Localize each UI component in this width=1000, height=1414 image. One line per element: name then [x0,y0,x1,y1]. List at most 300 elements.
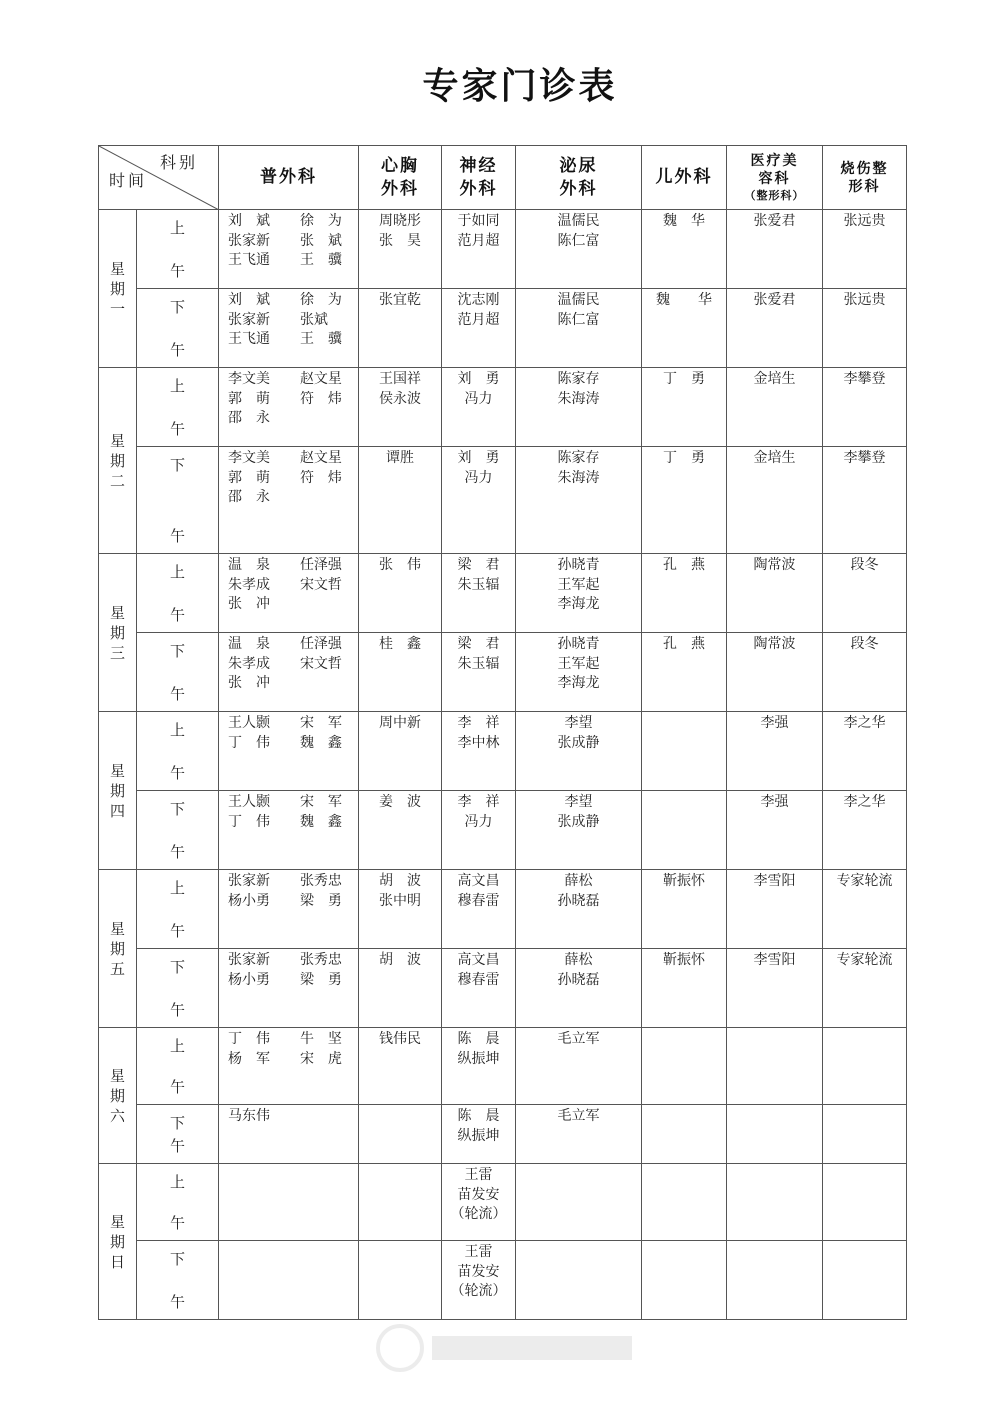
department-doctors [442,633,516,712]
period-cell [137,1028,219,1105]
department-doctors [642,870,727,949]
period-char: 午 [169,606,185,624]
doctor-pair [219,1030,358,1050]
department-doctors [727,1241,823,1320]
schedule-row [99,712,907,791]
doctor-name: 陈仁富 [557,232,600,249]
weekday-cell [99,368,137,554]
period-char: 午 [169,527,185,545]
weekday-char: 五 [109,959,125,978]
dept-name-line: 普外科 [260,167,317,187]
doctor-name: 高文昌 [457,952,500,968]
dept-name-line: 医疗美 [750,152,799,169]
period-label [137,870,218,948]
department-doctors [642,949,727,1028]
weekday-char: 期 [109,781,125,800]
department-doctors [359,712,442,791]
doctor-name: 李攀登 [843,450,886,466]
doctor-name: 高文昌 [457,873,500,889]
doctor-name: 李雪阳 [753,873,796,889]
doctor-name: 张成静 [557,734,600,751]
schedule-row [99,791,907,870]
schedule-row [99,368,907,447]
general-surgery-doctors [219,447,359,554]
period-label [137,712,218,790]
doctor-name: 张爱君 [753,292,796,308]
doctor-name: 刘 斌 [228,213,270,229]
doctor-pair [219,409,358,429]
general-surgery-doctors [219,791,359,870]
doctor-name: 温 泉 [228,557,270,573]
general-surgery-doctors [219,870,359,949]
period-cell [137,949,219,1028]
department-doctors [516,949,642,1028]
doctor-pair [219,311,358,331]
doctor-name: 孙晓青 [557,636,600,652]
doctor-name: 姜 波 [379,794,421,810]
doctor-pair [219,469,358,489]
period-char: 午 [169,764,185,782]
doctor-name: 朱玉辐 [457,655,500,672]
doctor-name: 陶常波 [753,557,796,573]
period-char: 上 [169,377,185,395]
weekday-char: 四 [109,801,125,820]
doctor-pair [219,674,358,694]
general-surgery-doctors [219,1241,359,1320]
doctor-name: 沈志刚 [457,292,500,308]
header-row [99,146,907,210]
department-doctors [442,1105,516,1164]
period-char: 午 [169,1078,185,1096]
schedule-row [99,1241,907,1320]
doctor-pair [219,635,358,655]
doctor-name: 丁 伟 [228,813,270,830]
department-doctors [823,289,907,368]
doctor-name: 孙晓磊 [557,971,600,988]
doctor-name: 王雷 [464,1244,493,1260]
doctor-name: 梁 勇 [299,892,342,909]
department-doctors [823,1028,907,1105]
watermark-logo [370,1318,650,1378]
doctor-name: 金培生 [753,450,796,466]
department-doctors [642,712,727,791]
doctor-pair [219,390,358,410]
period-cell [137,1241,219,1320]
doctor-name: 孔 燕 [663,636,705,652]
doctor-pair [219,251,358,271]
doctor-name: 朱孝成 [228,655,270,672]
department-doctors [727,712,823,791]
doctor-name: 李之华 [843,715,886,731]
weekday-char: 六 [109,1106,125,1125]
period-char: 午 [169,1137,185,1155]
doctor-name: 钱伟民 [379,1031,421,1047]
doctor-name: 胡 波 [379,952,421,968]
doctor-name: 赵文星 [299,371,342,387]
department-doctors [442,368,516,447]
department-doctors [359,791,442,870]
doctor-name: 朱孝成 [228,576,270,593]
doctor-name: 宋文哲 [299,576,342,593]
schedule-row [99,289,907,368]
doctor-name: 朱海涛 [557,469,600,486]
doctor-name: 丁 伟 [228,734,270,751]
doctor-name: 丁 勇 [663,450,705,466]
doctor-name: 张 伟 [379,557,421,573]
period-label [137,368,218,446]
department-doctors [642,210,727,289]
period-char: 下 [169,1114,185,1132]
doctor-pair [219,793,358,813]
doctor-name: 李攀登 [843,371,886,387]
period-cell [137,791,219,870]
doctor-pair [219,576,358,596]
general-surgery-doctors [219,368,359,447]
department-doctors [642,368,727,447]
doctor-pair [219,449,358,469]
period-char: 午 [169,420,185,438]
doctor-name: 温儒民 [557,213,600,229]
dept-name-line: 容科 [758,170,791,187]
department-doctors [727,949,823,1028]
doctor-name: 冯力 [464,813,493,830]
doctor-name: 宋 军 [299,794,342,810]
doctor-name: 朱玉辐 [457,576,500,593]
period-label [137,554,218,632]
doctor-name: 段冬 [850,636,879,652]
general-surgery-doctors [219,1028,359,1105]
doctor-name: 李强 [760,715,789,731]
department-doctors [727,210,823,289]
doctor-name: 孔 燕 [663,557,705,573]
department-doctors [442,949,516,1028]
doctor-name: 王 骥 [299,331,342,347]
doctor-name: 王军起 [557,576,600,593]
doctor-name: 温儒民 [557,292,600,308]
general-surgery-doctors [219,210,359,289]
doctor-name: 陈家存 [557,450,600,466]
weekday-cell [99,1028,137,1164]
department-doctors [823,1164,907,1241]
period-cell [137,712,219,791]
schedule-row [99,870,907,949]
general-surgery-doctors [219,1105,359,1164]
dept-name-line: 外科 [559,178,598,199]
department-doctors [642,1028,727,1105]
doctor-name [290,595,358,615]
period-char: 上 [169,721,185,739]
doctor-name: 于如同 [457,213,500,229]
department-doctors [823,447,907,554]
doctor-name: 张斌 [299,311,328,328]
department-doctors [359,949,442,1028]
period-cell [137,1105,219,1164]
department-doctors [516,368,642,447]
period-char: 午 [169,341,185,359]
period-char: 午 [169,1293,185,1311]
doctor-name: 牛 坚 [299,1031,342,1047]
corner-time-label: 时间 [109,171,148,190]
doctor-name: 周晓彤 [379,213,421,229]
doctor-name: 刘 斌 [228,292,270,308]
department-doctors [516,554,642,633]
doctor-name: 穆春雷 [457,892,500,909]
general-surgery-doctors [219,554,359,633]
doctor-pair [219,714,358,734]
doctor-name: 专家轮流 [836,873,893,889]
dept-header [823,146,907,210]
doctor-pair [219,872,358,892]
doctor-name: （轮流） [450,1283,507,1299]
doctor-name: 毛立军 [557,1108,600,1124]
doctor-name: 郭 萌 [228,390,270,407]
general-surgery-doctors [219,289,359,368]
doctor-name: 李中林 [457,734,500,751]
doctor-name: 张秀忠 [299,873,342,889]
period-label [137,949,218,1027]
general-surgery-doctors [219,949,359,1028]
doctor-pair [219,330,358,350]
department-doctors [516,447,642,554]
doctor-name: 薛松 [564,952,593,968]
weekday-cell [99,210,137,368]
weekday-char: 星 [109,919,125,938]
doctor-name [290,674,358,694]
department-doctors [642,554,727,633]
department-doctors [823,368,907,447]
department-doctors [823,1241,907,1320]
period-char: 上 [169,879,185,897]
department-doctors [442,210,516,289]
department-doctors [823,712,907,791]
doctor-pair [219,892,358,912]
doctor-name: 纵振坤 [457,1050,500,1067]
doctor-name: 张 冲 [228,675,270,691]
department-doctors [442,289,516,368]
weekday-char: 期 [109,939,125,958]
doctor-name: 靳振怀 [663,873,705,889]
doctor-name: 杨小勇 [228,892,270,909]
doctor-name: 冯力 [464,469,493,486]
doctor-pair [219,595,358,615]
doctor-name: 张成静 [557,813,600,830]
department-doctors [823,633,907,712]
department-doctors [359,1241,442,1320]
doctor-name: 杨 军 [228,1050,270,1067]
period-char: 午 [169,922,185,940]
period-char: 下 [169,456,185,474]
period-label [137,1105,218,1163]
dept-name-line: 心胸 [381,155,419,176]
doctor-name: 李之华 [843,794,886,810]
period-label [137,210,218,288]
department-doctors [516,1241,642,1320]
department-doctors [516,1105,642,1164]
doctor-name: 梁 君 [457,636,500,652]
department-doctors [727,554,823,633]
department-doctors [727,1164,823,1241]
doctor-name [290,488,358,508]
period-cell [137,368,219,447]
department-doctors [442,1241,516,1320]
dept-header [642,146,727,210]
doctor-name: 张家新 [228,873,270,889]
doctor-name: 陶常波 [753,636,796,652]
department-doctors [642,447,727,554]
doctor-name: 王 骥 [299,252,342,268]
weekday-char: 期 [109,279,125,298]
period-label [137,633,218,711]
department-doctors [516,210,642,289]
doctor-name: 丁 伟 [228,1031,270,1047]
dept-header [219,146,359,210]
doctor-name: 张家新 [228,232,270,249]
period-cell [137,447,219,554]
department-doctors [727,791,823,870]
weekday-char: 星 [109,431,125,450]
doctor-name: 靳振怀 [663,952,705,968]
department-doctors [516,289,642,368]
doctor-name: 王人颢 [228,715,270,731]
doctor-name: 胡 波 [379,873,421,889]
period-char: 上 [169,219,185,237]
doctor-name: （轮流） [450,1206,507,1222]
department-doctors [727,633,823,712]
department-doctors [727,1105,823,1164]
doctor-pair [219,232,358,252]
doctor-name: 李 祥 [457,715,500,731]
department-doctors [359,289,442,368]
doctor-pair [219,655,358,675]
period-label [137,1028,218,1104]
doctor-name: 丁 勇 [663,371,705,387]
doctor-name: 张家新 [228,952,270,968]
doctor-name: 苗发安 [457,1263,500,1280]
department-doctors [642,1164,727,1241]
doctor-name: 范月超 [457,311,500,328]
period-char: 上 [169,1173,185,1191]
doctor-name: 张中明 [379,892,421,909]
schedule-row [99,210,907,289]
dept-name-line: 神经 [459,155,498,176]
general-surgery-doctors [219,712,359,791]
period-char: 午 [169,843,185,861]
department-doctors [727,1028,823,1105]
department-doctors [359,870,442,949]
doctor-name: 李文美 [228,371,270,387]
department-doctors [727,447,823,554]
weekday-char: 星 [109,1212,125,1231]
doctor-name: 李雪阳 [753,952,796,968]
department-doctors [727,368,823,447]
period-char: 下 [169,1250,185,1268]
department-doctors [516,791,642,870]
department-doctors [442,554,516,633]
doctor-name: 徐 为 [299,213,342,229]
doctor-name: 张 昊 [379,232,421,249]
dept-name-line: 形科 [848,178,881,195]
corner-cell [99,146,219,210]
department-doctors [442,1164,516,1241]
period-cell [137,633,219,712]
department-doctors [359,368,442,447]
period-cell [137,289,219,368]
doctor-name: 李望 [564,794,593,810]
department-doctors [727,289,823,368]
doctor-name: 刘 勇 [457,371,500,387]
dept-header [516,146,642,210]
doctor-name: 周中新 [379,715,421,731]
schedule-row [99,1164,907,1241]
department-doctors [359,1105,442,1164]
dept-name-line: 烧伤整 [840,160,889,177]
weekday-char: 期 [109,623,125,642]
doctor-name: 任泽强 [299,557,342,573]
doctor-name: 杨小勇 [228,971,270,988]
period-cell [137,1164,219,1241]
doctor-name: 温 泉 [228,636,270,652]
doctor-name: 宋 军 [299,715,342,731]
department-doctors [516,870,642,949]
period-char: 下 [169,298,185,316]
department-doctors [442,447,516,554]
doctor-name: 孙晓青 [557,557,600,573]
doctor-name: 李海龙 [557,675,600,691]
clinic-schedule-table [98,145,907,1320]
doctor-name: 李望 [564,715,593,731]
period-label [137,289,218,367]
doctor-pair [219,1107,358,1127]
doctor-name: 段冬 [850,557,879,573]
period-cell [137,554,219,633]
doctor-name: 张远贵 [843,292,886,308]
doctor-name: 魏 华 [663,213,705,229]
doctor-name: 马东伟 [228,1108,270,1124]
doctor-name: 魏 华 [656,292,712,308]
department-doctors [823,1105,907,1164]
doctor-name: 纵振坤 [457,1127,500,1144]
doctor-name: 苗发安 [457,1186,500,1203]
doctor-name: 王飞通 [228,331,270,347]
general-surgery-doctors [219,1164,359,1241]
department-doctors [642,1105,727,1164]
doctor-name: 任泽强 [299,636,342,652]
department-doctors [642,289,727,368]
doctor-name [290,1107,358,1127]
doctor-name: 王人颢 [228,794,270,810]
period-char: 下 [169,642,185,660]
weekday-char: 期 [109,1232,125,1251]
department-doctors [516,1164,642,1241]
department-doctors [359,447,442,554]
dept-header [442,146,516,210]
doctor-name: 薛松 [564,873,593,889]
doctor-pair [219,734,358,754]
period-char: 午 [169,1001,185,1019]
general-surgery-doctors [219,633,359,712]
doctor-name: 范月超 [457,232,500,249]
doctor-pair [219,212,358,232]
dept-subname: （整形科） [744,188,805,202]
doctor-name: 金培生 [753,371,796,387]
doctor-name: 魏 鑫 [299,813,342,830]
doctor-name: 赵文星 [299,450,342,466]
period-char: 下 [169,958,185,976]
weekday-char: 星 [109,603,125,622]
doctor-name: 张 斌 [299,232,342,249]
period-char: 午 [169,1214,185,1232]
doctor-pair [219,488,358,508]
